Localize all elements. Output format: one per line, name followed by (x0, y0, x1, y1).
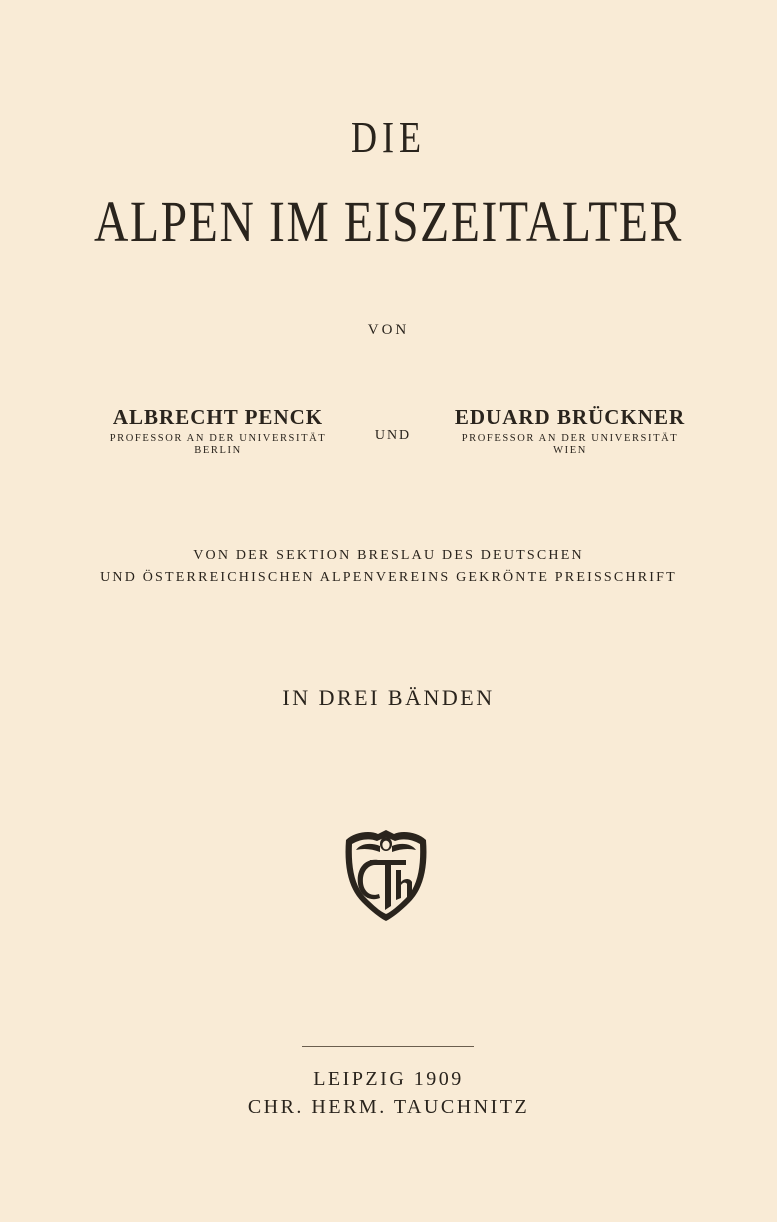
author-role: PROFESSOR AN DER UNIVERSITÄT (461, 433, 679, 444)
author-city: BERLIN (194, 445, 242, 456)
author-city: WIEN (553, 445, 587, 456)
author-penck (100, 405, 336, 456)
publisher-monogram-icon (340, 826, 432, 922)
volumes-note: IN DREI BÄNDEN (282, 685, 495, 710)
imprint-place-year: LEIPZIG 1909 (313, 1068, 464, 1090)
title-line-2: ALPEN IM EISZEITALTER (94, 189, 683, 254)
author-name: EDUARD BRÜCKNER (454, 405, 686, 429)
imprint-divider (302, 1046, 474, 1047)
prize-note-line-1: VON DER SEKTION BRESLAU DES DEUTSCHEN (193, 548, 584, 563)
imprint-publisher: CHR. HERM. TAUCHNITZ (247, 1096, 530, 1118)
author-role: PROFESSOR AN DER UNIVERSITÄT (109, 433, 327, 444)
prize-note-line-2: UND ÖSTERREICHISCHEN ALPENVEREINS GEKRÖNTE PREISSCHRIFT (100, 570, 677, 585)
title-line-1: DIE (351, 113, 426, 162)
author-name: ALBRECHT PENCK (112, 405, 324, 429)
by-label: VON (367, 322, 410, 338)
author-brueckner (448, 405, 692, 456)
and-label: UND (374, 428, 412, 443)
